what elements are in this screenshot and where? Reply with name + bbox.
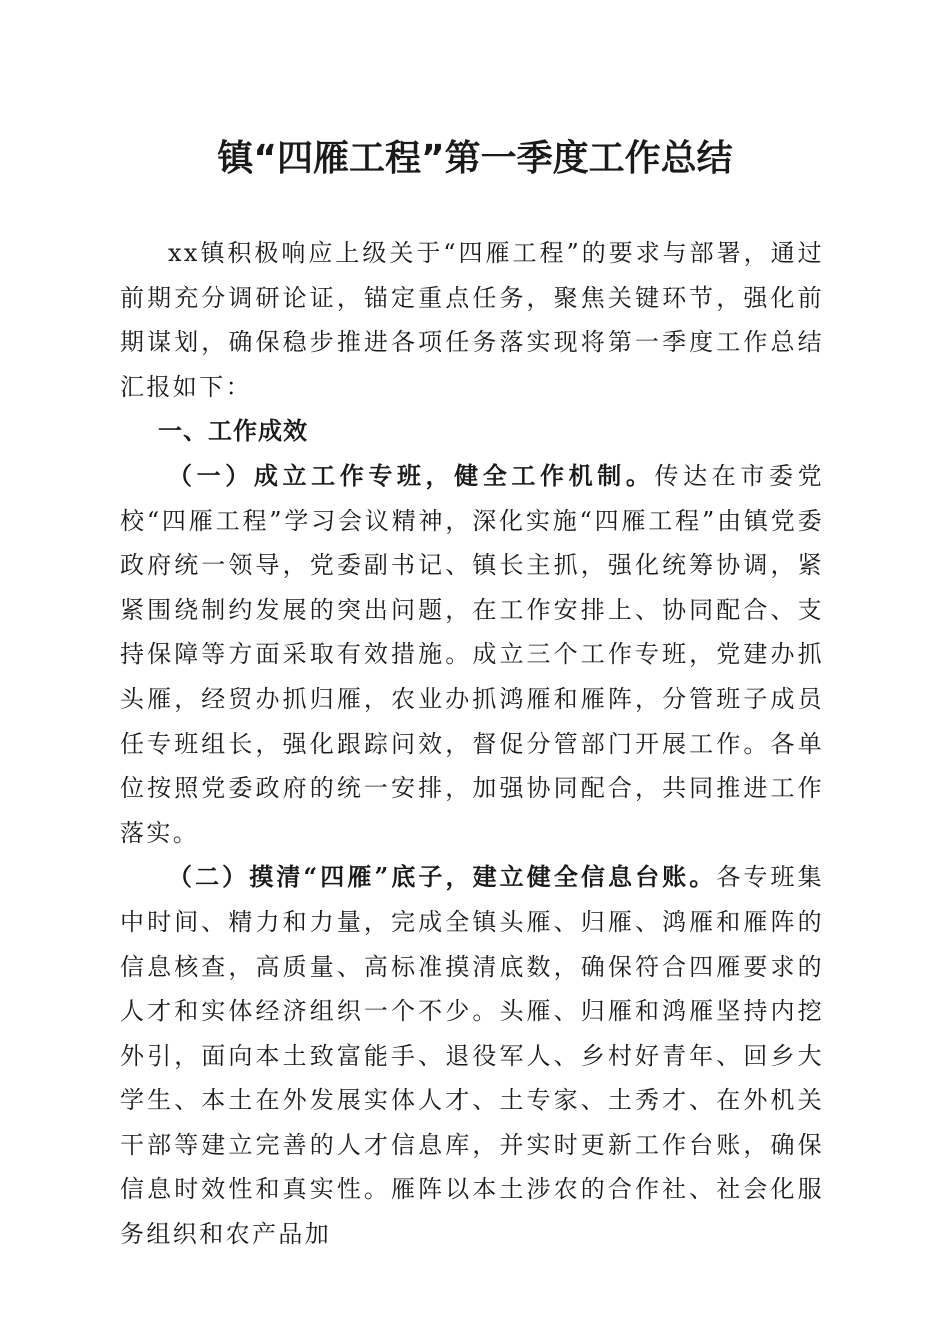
item-lead-2: （二）摸清“四雁”底子，建立健全信息台账。 <box>168 862 717 892</box>
item-text-2: 各专班集中时间、精力和力量，完成全镇头雁、归雁、鸿雁和雁阵的信息核查，高质量、高标准摸清底数，确保符合四雁要求的人才和实体经济组织一个不少。头雁、归雁和鸿雁坚持内挖外引，面向本土致富能手、退役军人、乡村好青年、回乡大学生、本土在外发展实体人才、土专家、土秀才、在外机关干部等建立完善的人才信息库，并实时更新工作台账，确保信息时效性和真实性。雁阵以本土涉农的合作社、社会化服务组织和农产品加 <box>120 863 824 1249</box>
item-paragraph-1 <box>120 454 824 855</box>
item-paragraph-2 <box>120 855 824 1256</box>
item-text-1: 传达在市委党校“四雁工程”学习会议精神，深化实施“四雁工程”由镇党委政府统一领导，党委副书记、镇长主抓，强化统筹协调，紧紧围绕制约发展的突出问题，在工作安排上、协同配合、支持保障等方面采取有效措施。成立三个工作专班，党建办抓头雁，经贸办抓归雁，农业办抓鸿雁和雁阵，分管班子成员任专班组长，强化跟踪问效，督促分管部门开展工作。各单位按照党委政府的统一安排，加强协同配合，共同推进工作落实。 <box>120 461 824 847</box>
section-heading: 一、工作成效 <box>158 417 308 446</box>
document-body <box>120 231 824 1257</box>
intro-paragraph: xx镇积极响应上级关于“四雁工程”的要求与部署，通过前期充分调研论证，锚定重点任务，聚焦关键环节，强化前期谋划，确保稳步推进各项任务落实现将第一季度工作总结汇报如下： <box>120 239 824 401</box>
item-lead-1: （一）成立工作专班，健全工作机制。 <box>168 460 655 490</box>
document-title: 镇“四雁工程”第一季度工作总结 <box>217 138 733 179</box>
